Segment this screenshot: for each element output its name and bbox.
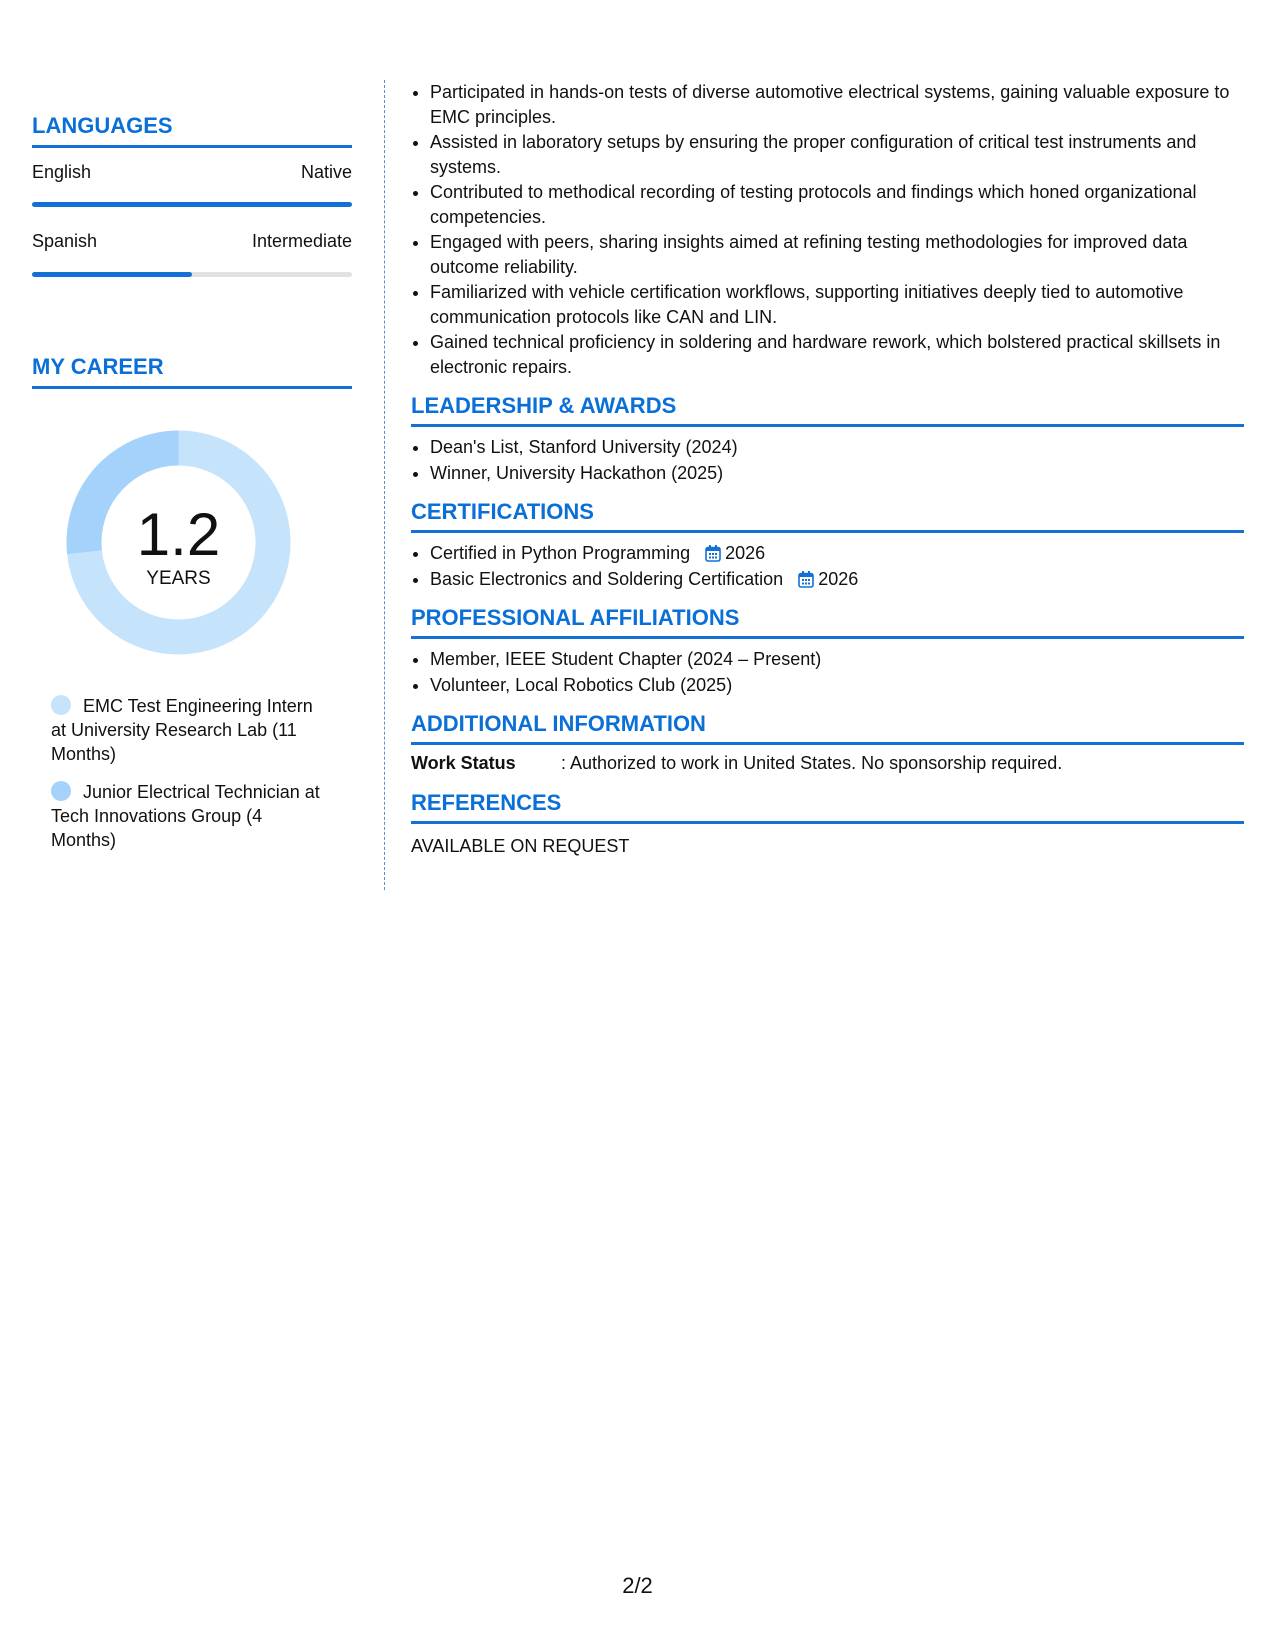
language-row-english [32,162,352,183]
certification-year: 2026 [818,568,859,589]
leadership-heading: LEADERSHIP & AWARDS [411,393,1244,427]
references-text: AVAILABLE ON REQUEST [411,836,630,856]
page-number: 2/2 [622,1573,653,1598]
column-divider [384,80,385,890]
language-bar-spanish [32,272,352,277]
language-level: Native [300,162,352,182]
calendar-icon [798,571,814,588]
list-item: • Gained technical proficiency in soldering and hardware rework, which bolstered practical skillsets in electronic repairs. [430,330,1244,379]
certification-name: Basic Electronics and Soldering Certification [430,568,784,589]
career-item [51,694,326,766]
list-item: • Volunteer, Local Robotics Club (2025) [430,673,1244,698]
list-item: • Dean's List, Stanford University (2024) [430,435,1244,460]
list-item: • Winner, University Hackathon (2025) [430,461,1244,486]
language-bar-english [32,202,352,207]
certification-name: Certified in Python Programming [430,543,691,563]
list-item: • Engaged with peers, sharing insights aimed at refining testing methodologies for improved data outcome reliability. [430,230,1244,279]
list-item: • Contributed to methodical recording of testing protocols and findings which honed organizational competencies. [430,180,1244,229]
languages-heading: LANGUAGES [32,113,352,148]
language-row-spanish [32,231,352,252]
leadership-list [411,435,1244,485]
references-heading: REFERENCES [411,790,1244,824]
certifications-heading: CERTIFICATIONS [411,499,1244,533]
work-status-value: : Authorized to work in United States. No sponsorship required. [561,753,1063,773]
language-bar-fill [32,202,352,207]
certifications-list [411,541,1244,591]
career-years-value: 1.2 [136,501,221,568]
career-item [51,780,326,852]
career-item-text: EMC Test Engineering Intern at University Research Lab (11 Months) [51,696,313,764]
list-item [430,541,1244,566]
work-status-row [411,753,1244,774]
list-item: • Assisted in laboratory setups by ensuring the proper configuration of critical test instruments and systems. [430,130,1244,179]
list-item: • Member, IEEE Student Chapter (2024 – Present) [430,647,1244,672]
list-item [430,567,1244,592]
language-level: Intermediate [251,231,352,251]
additional-info-heading: ADDITIONAL INFORMATION [411,711,1244,745]
affiliations-list [411,647,1244,697]
calendar-icon [705,545,721,562]
certification-year: 2026 [725,543,766,563]
career-item-text: Junior Electrical Technician at Tech Innovations Group (4 Months) [51,782,320,850]
main-content [411,80,1244,857]
list-item: • Familiarized with vehicle certification workflows, supporting initiatives deeply tied to automotive communication protocols like CAN and LIN. [430,280,1244,329]
language-bar-fill [32,272,192,277]
affiliations-heading: PROFESSIONAL AFFILIATIONS [411,605,1244,639]
list-item: • Participated in hands-on tests of diverse automotive electrical systems, gaining valuable exposure to EMC principles. [430,80,1244,129]
experience-bullets [411,80,1244,379]
career-heading: MY CAREER [32,354,352,389]
career-dot-1 [51,781,71,801]
career-years-label: YEARS [146,568,211,589]
career-dot-0 [51,695,71,715]
language-name: English [32,162,92,182]
language-name: Spanish [32,231,98,251]
work-status-key: Work Status [411,753,516,773]
